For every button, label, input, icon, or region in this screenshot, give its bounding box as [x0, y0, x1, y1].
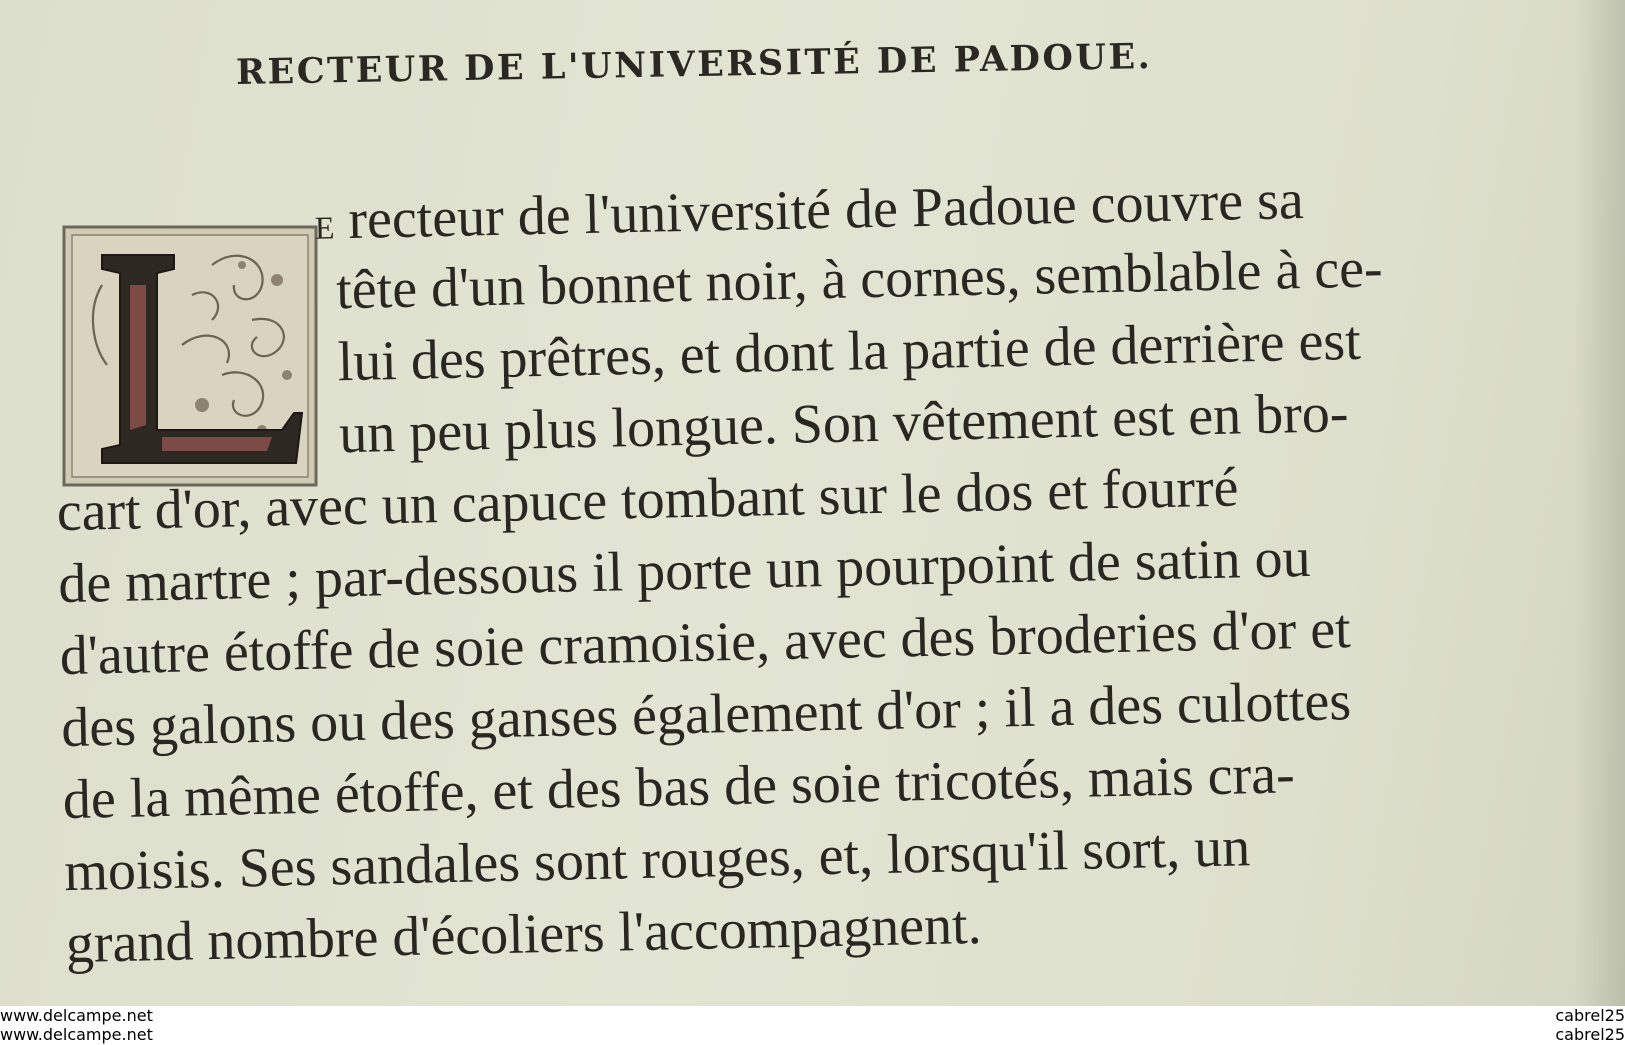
- text-line: moisis. Ses sandales sont rouges, et, lorsqu'il sort, un: [63, 816, 1251, 904]
- page-header: RECTEUR DE L'UNIVERSITÉ DE PADOUE.: [235, 36, 1153, 93]
- watermark-url: www.delcampe.net: [0, 1025, 153, 1044]
- text-line: lui des prêtres, et dont la partie de derrière est: [337, 309, 1362, 394]
- text-line: de la même étoffe, et des bas de soie tricotés, mais cra-: [62, 743, 1296, 832]
- text-line: un peu plus longue. Son vêtement est en bro-: [338, 382, 1350, 466]
- watermark-seller: cabrel25: [1555, 1025, 1625, 1044]
- text-line: [314, 169, 1305, 252]
- text-line: grand nombre d'écoliers l'accompagnent.: [65, 893, 983, 976]
- watermark-seller: cabrel25: [1555, 1006, 1625, 1025]
- text-line: cart d'or, avec un capuce tombant sur le dos et fourré: [56, 456, 1240, 544]
- text-line: tête d'un bonnet noir, à cornes, semblable à ce-: [335, 237, 1384, 322]
- watermark-url: www.delcampe.net: [0, 1006, 153, 1025]
- text-line: d'autre étoffe de soie cramoisie, avec des broderies d'or et: [59, 598, 1352, 688]
- text-line-content: recteur de l'université de Padoue couvre sa: [333, 169, 1305, 252]
- text-line: des galons ou des ganses également d'or ; il a des culottes: [60, 670, 1352, 760]
- dropcap-continuation: E: [314, 209, 335, 246]
- watermark-bar: [0, 1006, 1625, 1045]
- text-line: de martre ; par-dessous il porte un pourpoint de satin ou: [57, 526, 1312, 616]
